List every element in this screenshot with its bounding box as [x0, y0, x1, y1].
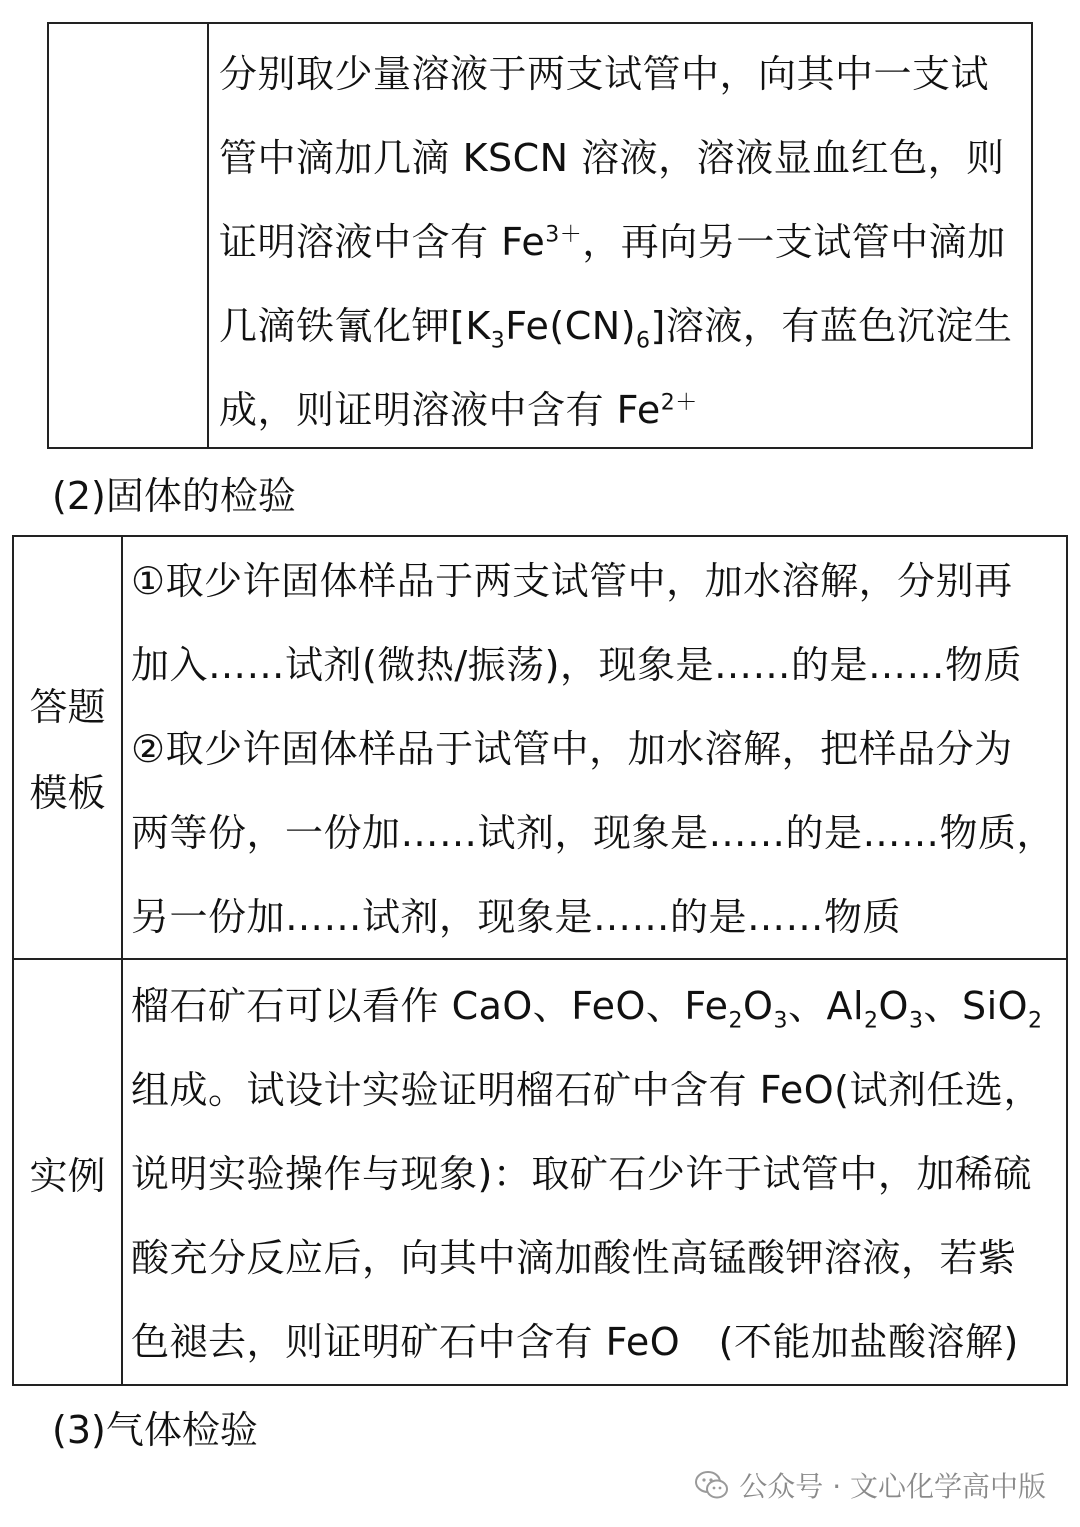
text-line: 另一份加……试剂，现象是……的是……物质 — [131, 895, 902, 939]
text-line: 成，则证明溶液中含有 $Fe^{2+}$ — [219, 388, 698, 432]
text-line: 分别取少量溶液于两支试管中，向其中一支试 — [219, 52, 990, 96]
text-line: ①取少许固体样品于两支试管中，加水溶解，分别再 — [131, 559, 1013, 603]
watermark — [695, 1465, 1046, 1505]
column-divider — [121, 537, 123, 1384]
text-line: 组成。试设计实验证明榴石矿中含有 FeO(试剂任选， — [131, 1068, 1042, 1112]
example-label-cell — [14, 960, 121, 1384]
column-divider — [207, 24, 209, 447]
text-line: 两等份，一份加……试剂，现象是……的是……物质， — [131, 811, 1056, 855]
text-line: 色褪去，则证明矿石中含有 FeO (不能加盐酸溶解) — [131, 1320, 1019, 1364]
section-heading-solid-test: (2)固体的检验 — [52, 474, 296, 518]
section-heading-gas-test: (3)气体检验 — [52, 1408, 258, 1452]
answer-template-content-cell — [131, 537, 1066, 958]
fe-ion-test-table — [47, 22, 1033, 449]
text-line: 说明实验操作与现象)：取矿石少许于试管中，加稀硫 — [131, 1152, 1032, 1196]
answer-template-label-cell — [14, 537, 121, 958]
row-label-line: 答题 — [29, 685, 106, 729]
solid-test-table — [12, 535, 1068, 1386]
fe-ion-test-cell — [219, 24, 1031, 447]
text-line: 榴石矿石可以看作 CaO、FeO、$Fe_2O_3$、$Al_2O_3$、SiO$_2$ — [131, 984, 1043, 1034]
text-line: 酸充分反应后，向其中滴加酸性高锰酸钾溶液，若紫 — [131, 1236, 1017, 1280]
watermark-text: 公众号 · 文心化学高中版 — [739, 1470, 1046, 1503]
text-line: 管中滴加几滴 KSCN 溶液，溶液显血红色，则 — [219, 136, 1005, 180]
row-label-line: 实例 — [29, 1154, 106, 1198]
text-line: 几滴铁氰化钾$[K_3Fe(CN)_6]$溶液，有蓝色沉淀生 — [219, 304, 1013, 354]
text-line: 加入……试剂(微热/振荡)，现象是……的是……物质 — [131, 643, 1022, 687]
wechat-logo-icon — [695, 1470, 729, 1500]
text-line: ②取少许固体样品于试管中，加水溶解，把样品分为 — [131, 727, 1013, 771]
row-label-line: 模板 — [29, 771, 106, 815]
text-line: 证明溶液中含有 $Fe^{3+}$，再向另一支试管中滴加 — [219, 220, 1006, 264]
example-content-cell — [131, 960, 1066, 1384]
